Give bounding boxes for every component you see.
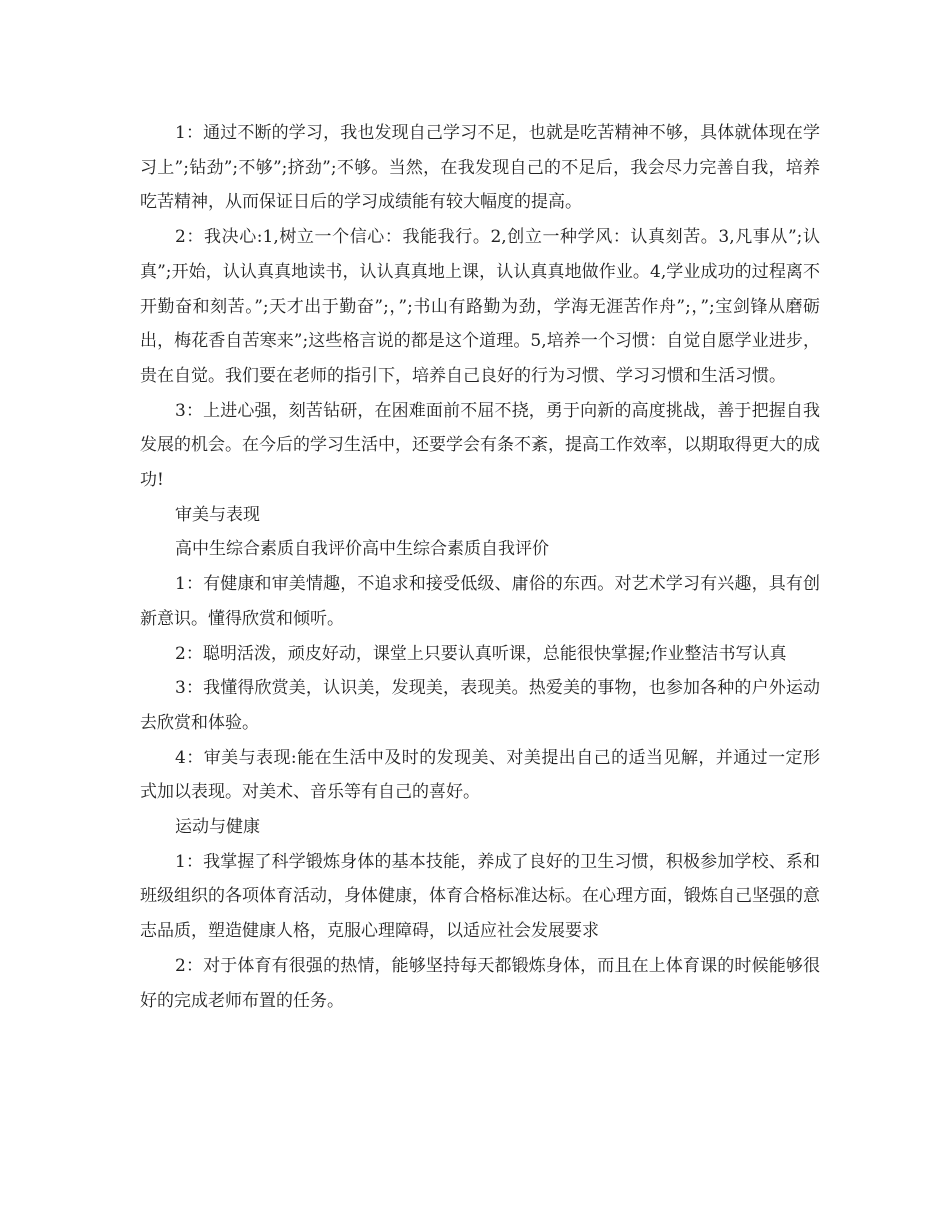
paragraph-exercise-skills: 1：我掌握了科学锻炼身体的基本技能，养成了良好的卫生习惯，积极参加学校、系和班级组织的各项体育活动，身体健康，体育合格标准达标。在心理方面，锻炼自己坚强的意志品质，塑造健康人格，克服心理障碍，以适应社会发展要求 [140, 851, 820, 942]
paragraph-appreciate-beauty: 3：我懂得欣赏美，认识美，发现美，表现美。热爱美的事物，也参加各种的户外运动去欣赏和体验。 [140, 678, 820, 733]
paragraph-aesthetic-expression: 4：审美与表现:能在生活中及时的发现美、对美提出自己的适当见解，并通过一定形式加以表现。对美术、音乐等有自己的喜好。 [140, 747, 820, 803]
document-page [140, 116, 820, 1018]
paragraph-classroom: 2：聪明活泼，顽皮好动，课堂上只要认真听课，总能很快掌握;作业整洁书写认真 [175, 643, 787, 664]
paragraph-pe-enthusiasm: 2：对于体育有很强的热情，能够坚持每天都锻炼身体，而且在上体育课的时候能够很好的完成老师布置的任务。 [140, 955, 820, 1011]
paragraph-aesthetic-taste: 1：有健康和审美情趣，不追求和接受低级、庸俗的东西。对艺术学习有兴趣，具有创新意识。懂得欣赏和倾听。 [140, 574, 820, 629]
paragraph-motivation: 3：上进心强，刻苦钻研，在困难面前不屈不挠，勇于向新的高度挑战，善于把握自我发展的机会。在今后的学习生活中，还要学会有条不紊，提高工作效率，以期取得更大的成功! [140, 400, 820, 491]
section-subtitle: 高中生综合素质自我评价高中生综合素质自我评价 [175, 539, 549, 560]
paragraph-study-shortcomings: 1：通过不断的学习，我也发现自己学习不足，也就是吃苦精神不够，具体就体现在学习上”;钻劲”;不够”;挤劲”;不够。当然，在我发现自己的不足后，我会尽力完善自我，培养吃苦精神，从而保证日后的学习成绩能有较大幅度的提高。 [140, 123, 820, 213]
section-heading-aesthetics: 审美与表现 [175, 504, 260, 525]
section-heading-sports: 运动与健康 [175, 817, 260, 838]
paragraph-resolutions: 2：我决心:1,树立一个信心：我能我行。2,创立一种学风：认真刻苦。3,凡事从”;认真”;开始，认认真真地读书，认认真真地上课，认认真真地做作业。4,学业成功的过程离不开勤奋和刻苦。”;天才出于勤奋”;，”;书山有路勤为劲，学海无涯苦作舟”;，”;宝剑锋从磨砺出，梅花香自苦寒来”;这些格言说的都是这个道理。5,培养一个习惯：自觉自愿学业进步，贵在自觉。我们要在老师的指引下，培养自己良好的行为习惯、学习习惯和生活习惯。 [140, 227, 820, 386]
